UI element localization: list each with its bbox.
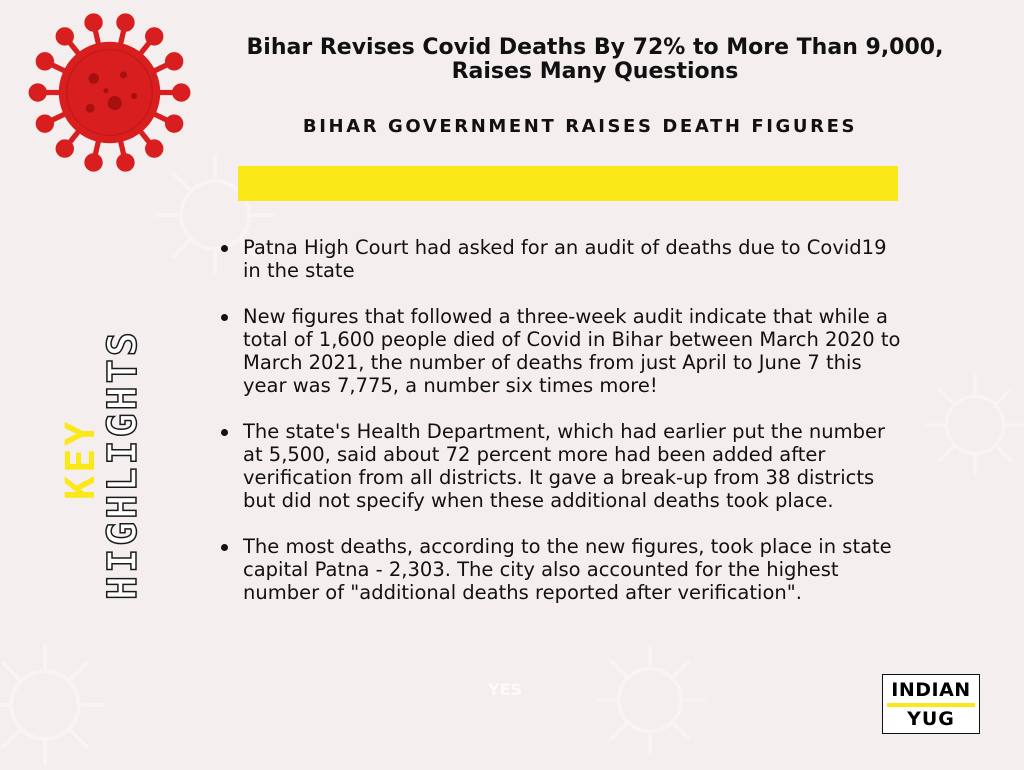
logo-line-1: INDIAN — [891, 679, 971, 701]
bullet-icon — [221, 429, 228, 436]
logo-stripe — [887, 703, 975, 707]
background-virus-icon — [590, 640, 710, 760]
highlight-text: The most deaths, according to the new figures, took place in state capital Patna - 2,303. The city also accounted for the highest number of "additional deaths reported after verification". — [243, 535, 892, 604]
bullet-icon — [221, 245, 228, 252]
page-subtitle: BIHAR GOVERNMENT RAISES DEATH FIGURES — [302, 116, 858, 137]
logo-line-2: YUG — [907, 708, 955, 730]
highlight-text: Patna High Court had asked for an audit of deaths due to Covid19 in the state — [243, 236, 887, 282]
list-item — [212, 420, 902, 512]
highlights-list — [212, 236, 902, 627]
highlights-word: HIGHLIGHTS — [100, 329, 146, 600]
list-item — [212, 236, 902, 282]
title-line-2: Raises Many Questions — [451, 59, 739, 84]
indian-yug-logo — [882, 674, 980, 734]
title-line-1: Bihar Revises Covid Deaths By 72% to More Than 9,000, — [246, 35, 944, 60]
page-title — [205, 36, 985, 84]
key-word: KEY — [58, 418, 104, 500]
highlight-text: New figures that followed a three-week audit indicate that while a total of 1,600 people died of Covid in Bihar between March 2020 to March 2021, the number of deaths from just April to June 7 this year was 7,775, a number six times more! — [243, 305, 901, 397]
yellow-highlight-bar — [238, 166, 898, 201]
bullet-icon — [221, 314, 228, 321]
background-virus-icon — [920, 370, 1024, 480]
background-virus-icon — [0, 640, 110, 770]
key-highlights-label — [60, 240, 210, 600]
coronavirus-icon — [22, 5, 197, 180]
bullet-icon — [221, 544, 228, 551]
list-item — [212, 305, 902, 397]
highlight-text: The state's Health Department, which had earlier put the number at 5,500, said about 72 percent more had been added after verification from all districts. It gave a break-up from 38 districts but did not specify when these additional deaths took place. — [243, 420, 885, 512]
list-item — [212, 535, 902, 604]
watermark-text: YES — [488, 680, 523, 699]
